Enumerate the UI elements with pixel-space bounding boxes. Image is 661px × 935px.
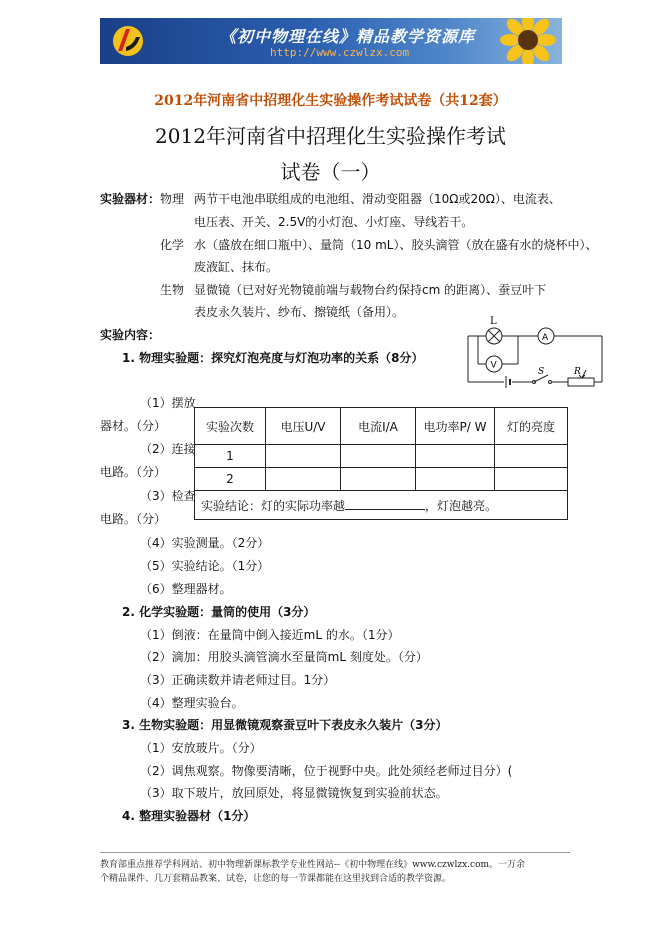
- rheostat-symbol: [568, 370, 594, 386]
- physics-step1b: 器材。（分）: [100, 419, 167, 433]
- biology-step1: （1）安放玻片。（分）: [140, 741, 262, 755]
- physics-heading: 1. 物理实验题：探究灯泡亮度与灯泡功率的关系（8分）: [122, 351, 424, 365]
- table-header: 灯的亮度: [495, 408, 568, 445]
- conclusion-blank[interactable]: [345, 497, 425, 510]
- physics-step2b: 电路。（分）: [100, 465, 167, 479]
- physics-subject: 物理: [160, 192, 185, 206]
- table-cell[interactable]: [416, 468, 495, 491]
- table-cell[interactable]: [495, 445, 568, 468]
- circuit-label-S: S: [538, 367, 545, 377]
- sunflower-icon: [500, 18, 556, 64]
- chemistry-heading: 2. 化学实验题：量筒的使用（3分）: [122, 605, 316, 619]
- header-banner: [100, 18, 562, 64]
- conclusion-text-b: ，灯泡越亮。: [425, 498, 498, 513]
- physics-step1a: （1）摆放: [140, 396, 196, 410]
- chemistry-step1: （1）倒液：在量筒中倒入接近mL 的水。（1分）: [140, 628, 400, 642]
- circuit-label-V: V: [490, 360, 497, 371]
- site-logo: [108, 23, 148, 59]
- physics-step6: （6）整理器材。: [140, 582, 232, 596]
- physics-step2a: （2）连接: [140, 442, 196, 456]
- table-cell[interactable]: [341, 468, 416, 491]
- physics-step3b: 电路。（分）: [100, 512, 167, 526]
- equipment-label: 实验器材：: [100, 192, 161, 206]
- table-header-row: [195, 408, 568, 445]
- chem-equipment-line1: 水（盛放在细口瓶中）、量筒（10 mL）、胶头滴管（放在盛有水的烧杯中）、: [194, 238, 598, 252]
- experiment-table: [194, 407, 568, 520]
- circuit-diagram: [462, 312, 608, 394]
- biology-heading: 3. 生物实验题：用显微镜观察蚕豆叶下表皮永久装片（3分）: [122, 718, 448, 732]
- table-cell[interactable]: [341, 445, 416, 468]
- footer: [100, 858, 570, 886]
- chemistry-step3: （3）正确读数并请老师过目。1分）: [140, 673, 336, 687]
- q4-heading: 4. 整理实验器材（1分）: [122, 809, 256, 823]
- chemistry-step2: （2）滴加：用胶头滴管滴水至量筒mL 刻度处。（分）: [140, 650, 428, 664]
- table-cell[interactable]: [266, 468, 341, 491]
- banner-title: 《初中物理在线》精品教学资源库: [220, 27, 476, 46]
- chemistry-step4: （4）整理实验台。: [140, 696, 244, 710]
- table-header: 电压U/V: [266, 408, 341, 445]
- sub-title: 试卷（一）: [280, 160, 381, 184]
- chem-subject: 化学: [160, 238, 185, 252]
- table-header: 电流I/A: [341, 408, 416, 445]
- table-row: [195, 468, 568, 491]
- bio-equipment-line1: 显微镜（已对好光物镜前端与载物台约保持cm 的距离）、蚕豆叶下: [194, 283, 547, 297]
- circuit-label-A: A: [542, 333, 549, 343]
- physics-equipment-line1: 两节干电池串联组成的电池组、滑动变阻器（10Ω或20Ω）、电流表、: [194, 192, 561, 206]
- chem-equipment-line2: 废液缸、抹布。: [194, 260, 279, 274]
- bio-equipment-line2: 表皮永久装片、纱布、擦镜纸（备用）。: [194, 305, 405, 319]
- battery-symbol: [506, 376, 510, 388]
- physics-step4: （4）实验测量。（2分）: [140, 536, 270, 550]
- biology-step2: （2）调焦观察。物像要清晰，位于视野中央。此处须经老师过目分）(: [140, 764, 513, 778]
- main-title: 2012年河南省中招理化生实验操作考试: [155, 124, 506, 148]
- table-conclusion-row: [195, 491, 568, 520]
- table-header: 电功率P/ W: [416, 408, 495, 445]
- table-cell[interactable]: [266, 445, 341, 468]
- bio-subject: 生物: [160, 283, 185, 297]
- table-cell-trial: 2: [195, 468, 266, 491]
- banner-url[interactable]: http://www.czwlzx.com: [270, 46, 410, 59]
- biology-step3: （3）取下玻片，放回原处，将显微镜恢复到实验前状态。: [140, 786, 448, 800]
- physics-step3a: （3）检查: [140, 489, 196, 503]
- content-label: 实验内容：: [100, 328, 161, 342]
- circuit-label-R: R: [574, 367, 581, 377]
- conclusion-text-a: 实验结论：灯的实际功率越: [201, 498, 346, 513]
- table-cell[interactable]: [495, 468, 568, 491]
- table-header: 实验次数: [195, 408, 266, 445]
- footer-divider: [100, 852, 570, 853]
- conclusion-cell: [195, 491, 568, 520]
- circuit-label-L: L: [490, 316, 497, 327]
- collection-title: 2012年河南省中招理化生实验操作考试试卷（共12套）: [154, 93, 507, 109]
- physics-equipment-line2: 电压表、开关、2.5V的小灯泡、小灯座、导线若干。: [194, 215, 474, 229]
- table-cell[interactable]: [416, 445, 495, 468]
- lamp-symbol: [486, 328, 502, 344]
- table-row: [195, 445, 568, 468]
- physics-step5: （5）实验结论。（1分）: [140, 559, 270, 573]
- footer-line1: 教育部重点推荐学科网站、初中物理新课标教学专业性网站--《初中物理在线》www.czwlzx.com。一万余: [100, 860, 526, 870]
- table-cell-trial: 1: [195, 445, 266, 468]
- footer-line2: 个精品课件、几万套精品教案、试卷，让您的每一节课都能在这里找到合适的教学资源。: [100, 874, 452, 884]
